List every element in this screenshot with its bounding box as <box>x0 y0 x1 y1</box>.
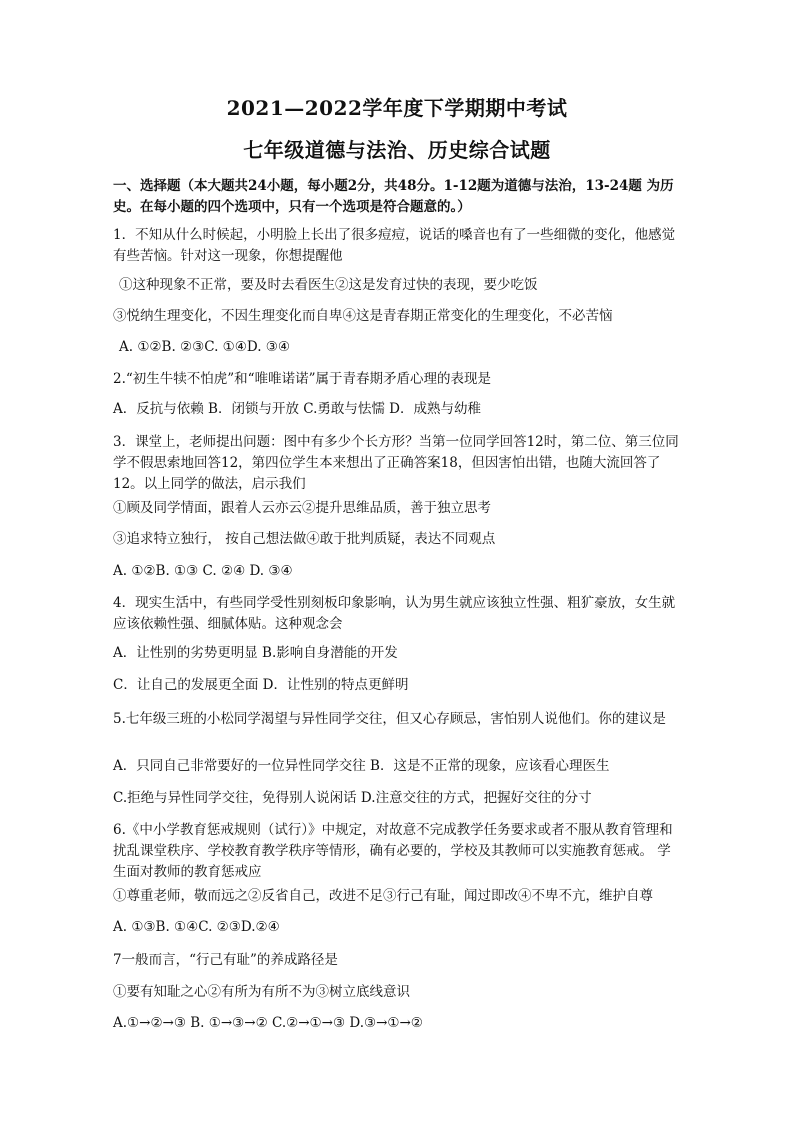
question-7-stem: 7一般而言，“行己有耻”的养成路径是 <box>113 952 338 968</box>
question-6-options-line-1: ①尊重老师，敬而远之②反省自己，改进不足③行己有耻，闻过即改④不卑不亢，维护自尊 <box>113 888 653 904</box>
question-1-options-line-2: ③悦纳生理变化，不因生理变化而自卑④这是青春期正常变化的生理变化，不必苦恼 <box>113 308 613 324</box>
question-5-choices-line-1: A．只同自己非常要好的一位异性同学交往 B．这是不正常的现象，应该看心理医生 <box>113 758 610 774</box>
question-3-stem: 3．课堂上，老师提出问题：图中有多少个长方形？当第一位同学回答12时，第二位、第三位同学不假思索地回答12，第四位学生本来想出了正确答案18，但因害怕出错，也随大流回答了12。以上同学的做法，启示我们 <box>113 434 679 492</box>
exam-title: 2021—2022学年度下学期期中考试 <box>226 96 568 120</box>
question-4-choices-line-1: A．让性别的劣势更明显 B.影响自身潜能的开发 <box>113 645 398 661</box>
question-1-options-line-1: ①这种现象不正常，要及时去看医生②这是发育过快的表现，要少吃饭 <box>119 277 538 293</box>
question-1-choices: A. ①②B. ②③C. ①④D. ③④ <box>119 339 291 355</box>
question-2-stem: 2.“初生牛犊不怕虎”和“唯唯诺诺”属于青春期矛盾心理的表现是 <box>113 371 491 387</box>
question-3-options-line-2: ③追求特立独行， 按自己想法做④敢于批判质疑，表达不同观点 <box>113 531 496 547</box>
question-3-options-line-1: ①顾及同学情面，跟着人云亦云②提升思维品质，善于独立思考 <box>113 500 491 516</box>
question-7-options-line-1: ①要有知耻之心②有所为有所不为③树立底线意识 <box>113 984 410 1000</box>
section-heading: 一、选择题（本大题共24小题，每小题2分，共48分。1-12题为道德与法治，13-24题 为历史。在每小题的四个选项中，只有一个选项是符合题意的。） <box>113 178 674 215</box>
question-2-choices: A．反抗与依赖 B．闭锁与开放 C.勇敢与怯懦 D．成熟与幼稚 <box>113 401 482 417</box>
question-4-stem: 4．现实生活中，有些同学受性别刻板印象影响，认为男生就应该独立性强、粗犷豪放，女生就应该依赖性强、细腻体贴。这种观念会 <box>113 595 676 632</box>
question-6-choices: A. ①③B. ①④C. ②③D.②④ <box>113 919 280 935</box>
question-6-stem: 6.《中小学教育惩戒规则（试行）》中规定，对故意不完成教学任务要求或者不服从教育管理和扰乱课堂秩序、学校教育教学秩序等情形，确有必要的，学校及其教师可以实施教育惩戒。 学生面对教师的教育惩戒应 <box>113 822 673 880</box>
question-5-stem: 5.七年级三班的小松同学渴望与异性同学交往，但又心存顾忌，害怕别人说他们。你的建议是 <box>113 711 666 727</box>
question-5-choices-line-2: C.拒绝与异性同学交往，免得别人说闲话 D.注意交往的方式，把握好交往的分寸 <box>113 790 592 806</box>
question-7-choices: A.①→②→③ B. ①→③→② C.②→①→③ D.③→①→② <box>113 1015 423 1031</box>
question-3-choices: A. ①②B. ①③ C. ②④ D. ③④ <box>113 563 293 579</box>
exam-subtitle: 七年级道德与法治、历史综合试题 <box>243 138 551 162</box>
question-1-stem: 1．不知从什么时候起，小明脸上长出了很多痘痘，说话的嗓音也有了一些细微的变化，他感觉有些苦恼。针对这一现象，你想提醒他 <box>113 227 676 264</box>
question-4-choices-line-2: C．让自己的发展更全面 D．让性别的特点更鲜明 <box>113 677 409 693</box>
